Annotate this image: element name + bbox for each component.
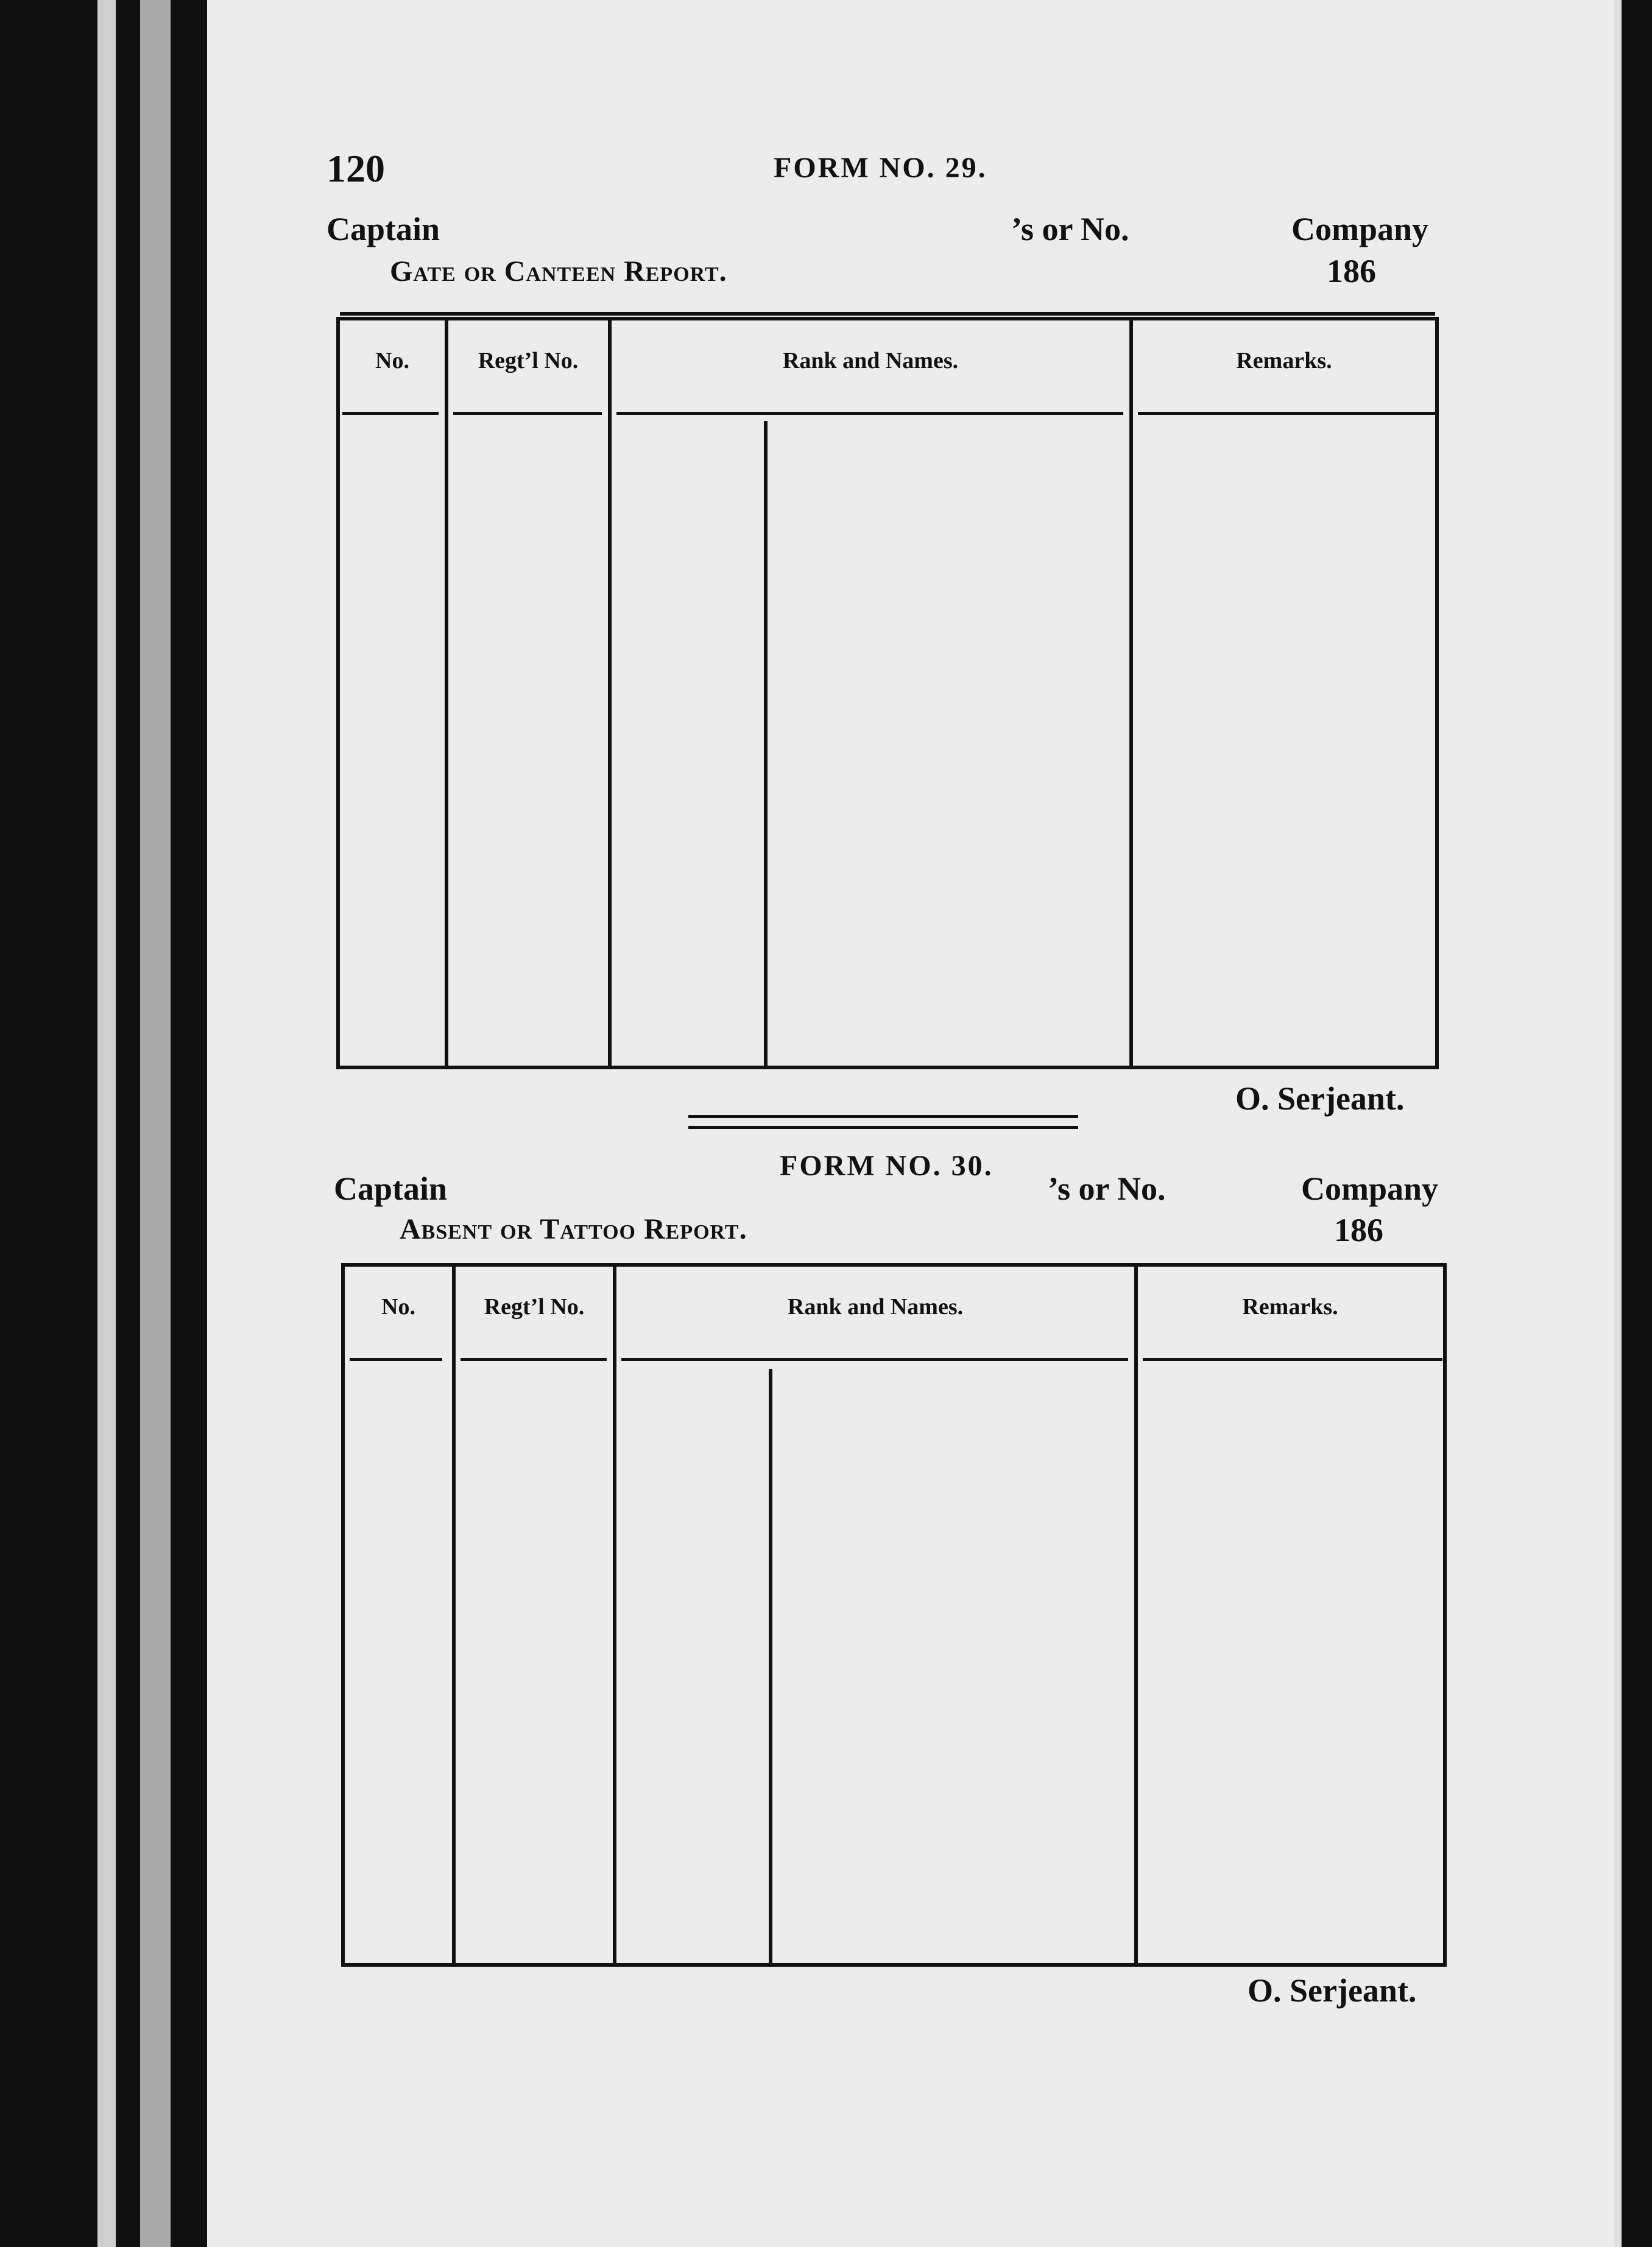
column-header-regtl-no: Regt’l No.	[478, 348, 579, 373]
column-header-regtl-no: Regt’l No.	[484, 1294, 585, 1320]
column-divider	[1134, 1267, 1138, 1963]
column-header-rank-names: Rank and Names.	[787, 1294, 964, 1320]
page-number: 120	[327, 147, 385, 190]
form-29-year: 186	[1327, 253, 1376, 289]
book-edge-left-inner	[140, 0, 171, 2247]
column-header-no: No.	[375, 348, 409, 373]
book-edge-left	[97, 0, 116, 2247]
header-underline	[621, 1358, 1128, 1361]
column-header-remarks: Remarks.	[1242, 1294, 1338, 1320]
form-30-company-label: Company	[1301, 1170, 1439, 1207]
form-29-report-title: Gate or Canteen Report.	[390, 255, 727, 288]
document-page	[207, 0, 1614, 2247]
form-30-signature: O. Serjeant.	[1248, 1972, 1417, 2009]
header-underline	[1143, 1358, 1442, 1361]
column-divider	[613, 1267, 616, 1963]
header-underline	[350, 1358, 442, 1361]
column-divider	[445, 320, 448, 1066]
form-30-captain-label: Captain	[334, 1170, 448, 1207]
column-header-no: No.	[381, 1294, 415, 1320]
names-subdivider	[764, 421, 768, 1066]
book-edge-right	[1614, 0, 1622, 2247]
column-divider	[608, 320, 612, 1066]
column-header-rank-names: Rank and Names.	[782, 348, 959, 373]
separator-rule	[688, 1115, 1078, 1118]
form-29-table	[336, 317, 1439, 1069]
column-divider	[1129, 320, 1133, 1066]
form-30-year: 186	[1334, 1212, 1383, 1248]
header-underline	[342, 412, 439, 415]
column-divider	[452, 1267, 456, 1963]
separator-rule	[688, 1126, 1078, 1129]
header-underline	[1138, 412, 1438, 415]
form-29-captain-label: Captain	[327, 211, 440, 247]
header-underline	[461, 1358, 607, 1361]
form-29-company-label: Company	[1291, 211, 1429, 247]
form-30-table	[341, 1263, 1447, 1967]
form-29-title: FORM NO. 29.	[774, 152, 987, 184]
names-subdivider	[769, 1369, 772, 1963]
form-30-or-no-label: ’s or No.	[1048, 1170, 1166, 1207]
form-29-signature: O. Serjeant.	[1235, 1080, 1405, 1117]
form-30-report-title: Absent or Tattoo Report.	[400, 1213, 747, 1245]
header-underline	[453, 412, 602, 415]
column-header-remarks: Remarks.	[1236, 348, 1332, 373]
form-29-or-no-label: ’s or No.	[1011, 211, 1129, 247]
header-underline	[616, 412, 1123, 415]
form-30-title: FORM NO. 30.	[780, 1150, 994, 1182]
